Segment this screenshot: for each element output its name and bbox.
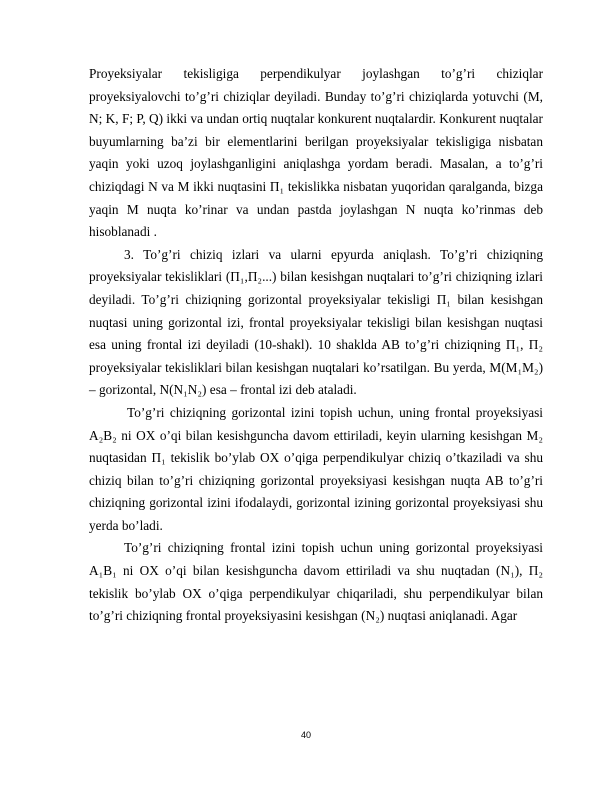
paragraph-togri-chiziq-izlari: 3. To’g’ri chiziq izlari va ularni epyurda aniqlash. To’g’ri chiziqning proyeksiyalar tekisliklari (П₁,П₂...) bilan kesishgan nuqtalari to’g’ri chiziqning izlari deyiladi. To’g’ri chiziqning gorizontal proyeksiyalar tekisligi П₁ bilan kesishgan nuqtasi uning gorizontal izi, frontal proyeksiyalar tekisligi bilan kesishgan nuqtasi esa uning frontal izi deyiladi (10-shakl). 10 shaklda AB to’g’ri chiziqning П₁, П₂ proyeksiyalar tekisliklari bilan kesishgan nuqtalari ko’rsatilgan. Bu yerda, M(M₁M₂) – gorizontal, N(N₁N₂) esa – frontal izi deb ataladi.: [89, 246, 543, 398]
page-number: 40: [300, 730, 311, 740]
paragraph-gorizontal-iz: To’g’ri chiziqning gorizontal izini topish uchun, uning frontal proyeksiyasi A₂B₂ ni OX o’qi bilan kesishguncha davom ettiriladi, keyin ularning kesishgan M₂ nuqtasidan П₁ tekislik bo’ylab OX o’qiga perpendikulyar chiziq o’tkaziladi va shu chiziq bilan to’g’ri chiziqning gorizontal proyeksiyasi kesishgan nuqta AB to’g’ri chiziqning gorizontal izini ifodalaydi, gorizontal izining gorizontal proyeksiyasi shu yerda bo’ladi.: [89, 404, 543, 533]
paragraph-konkurent-nuqtalar: Proyeksiyalar tekisligiga perpendikulyar joylashgan to’g’ri chiziqlar proyeksiyalovchi to’g’ri chiziqlar deyiladi. Bunday to’g’ri chiziqlarda yotuvchi (M, N; K, F; P, Q) ikki va undan ortiq nuqtalar konkurent nuqtalardir. Konkurent nuqtalar buyumlarning ba’zi bir elementlarini berilgan proyeksiyalar tekisligiga nisbatan yaqin yoki uzoq joylashganligini aniqlashga yordam beradi. Masalan, a to’g’ri chiziqdagi N va M ikki nuqtasini П₁ tekislikka nisbatan yuqoridan qaralganda, bizga yaqin M nuqta ko’rinar va undan pastda joylashgan N nuqta ko’rinmas deb hisoblanadi .: [89, 66, 543, 240]
page-body: [89, 63, 543, 628]
paragraph-frontal-iz: To’g’ri chiziqning frontal izini topish uchun uning gorizontal proyeksiyasi A₁B₁ ni OX o’qi bilan kesishguncha davom ettiriladi va shu nuqtadan (N₁), П₂ tekislik bo’ylab OX o’qiga perpendikulyar chiqariladi, shu perpendikulyar bilan to’g’ri chiziqning frontal proyeksiyasini kesishgan (N₂) nuqtasi aniqlanadi. Agar: [89, 540, 543, 624]
